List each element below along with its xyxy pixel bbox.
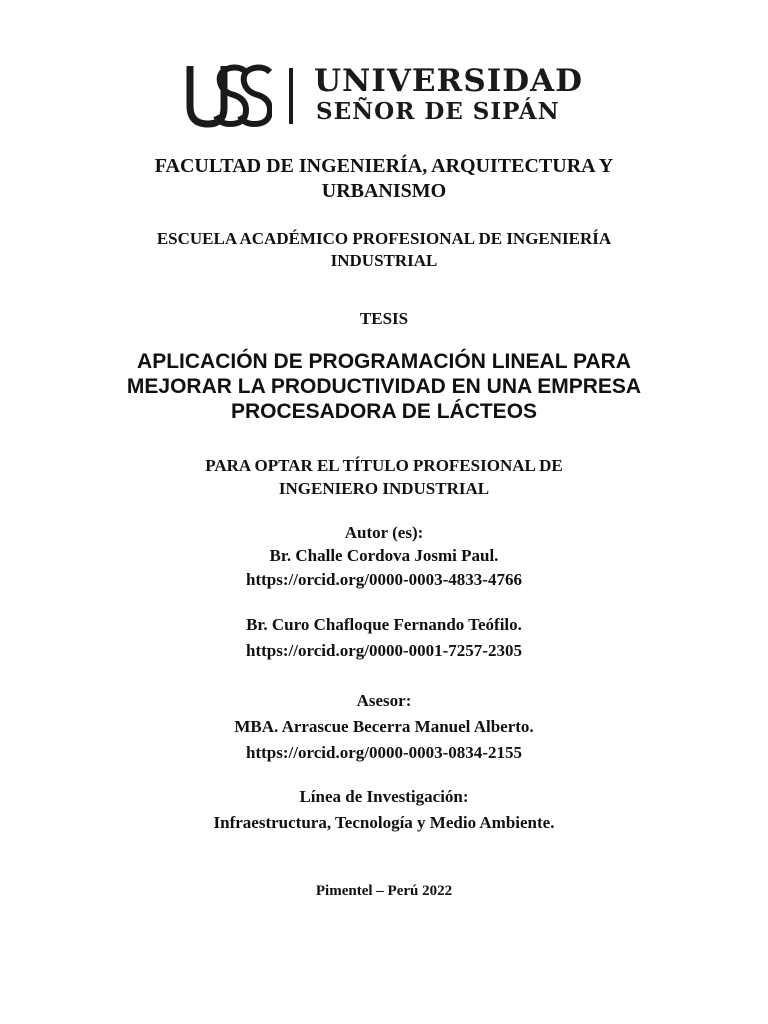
place-date: Pimentel – Perú 2022 [315,883,453,899]
uss-monogram-icon [186,62,272,128]
degree-line-2: INGENIERO INDUSTRIAL [278,479,490,498]
logo-separator [289,68,293,124]
author-2-name: Br. Curo Chafloque Fernando Teófilo. [246,615,522,634]
thesis-title-line-3: PROCESADORA DE LÁCTEOS [230,400,538,423]
logo-university-subname: SEÑOR DE SIPÁN [316,98,560,125]
author-2-orcid: https://orcid.org/0000-0001-7257-2305 [246,641,522,660]
advisor-name: MBA. Arrascue Becerra Manuel Alberto. [234,717,534,736]
school-heading [0,228,768,272]
degree-statement [0,454,768,500]
advisor-orcid: https://orcid.org/0000-0003-0834-2155 [246,743,522,762]
faculty-line-1: FACULTAD DE INGENIERÍA, ARQUITECTURA Y [154,155,614,177]
document-type: TESIS [359,309,409,328]
school-line-1: ESCUELA ACADÉMICO PROFESIONAL DE INGENIERÍA [156,229,612,248]
authors-label: Autor (es): [344,523,424,542]
university-logo [186,62,586,130]
faculty-line-2: URBANISMO [321,180,447,202]
logo-university-name: UNIVERSIDAD [314,63,584,99]
research-line-value: Infraestructura, Tecnología y Medio Ambiente. [213,813,555,832]
school-line-2: INDUSTRIAL [330,251,438,270]
thesis-title-line-2: MEJORAR LA PRODUCTIVIDAD EN UNA EMPRESA [126,375,642,398]
advisor-label: Asesor: [356,691,412,710]
thesis-title [0,349,768,424]
thesis-title-line-1: APLICACIÓN DE PROGRAMACIÓN LINEAL PARA [137,350,631,373]
research-line-label: Línea de Investigación: [299,787,469,806]
author-1-name: Br. Challe Cordova Josmi Paul. [269,546,499,565]
author-1-orcid: https://orcid.org/0000-0003-4833-4766 [246,570,522,589]
faculty-heading [0,154,768,204]
degree-line-1: PARA OPTAR EL TÍTULO PROFESIONAL DE [205,456,563,475]
